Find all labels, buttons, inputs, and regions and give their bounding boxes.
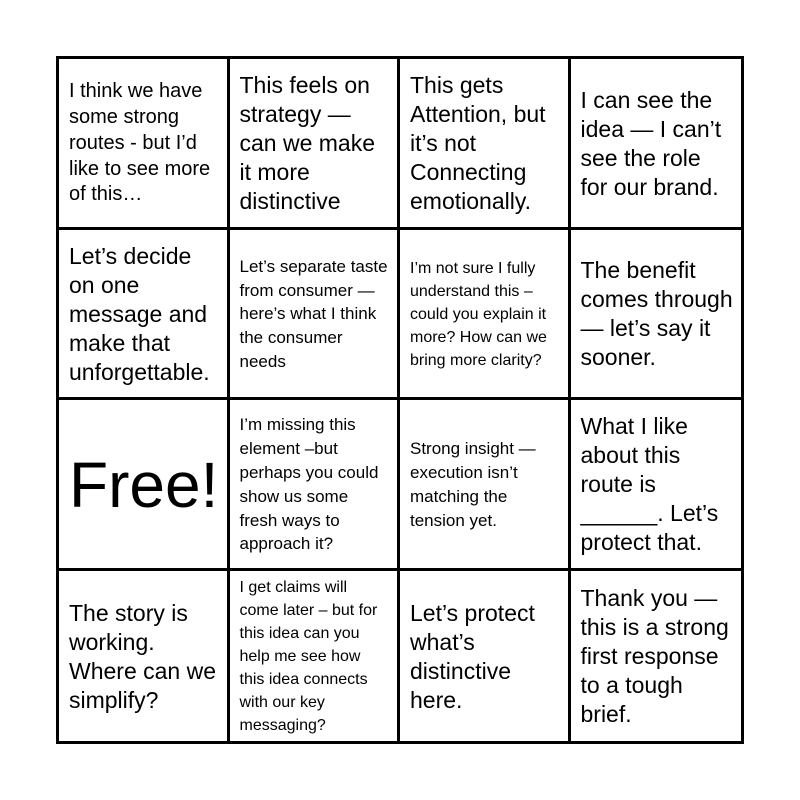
- free-cell[interactable]: [59, 400, 230, 571]
- cell-text: Let’s decide on one message and make that unforgettable.: [69, 242, 210, 385]
- bingo-cell[interactable]: [400, 571, 571, 742]
- cell-text: I think we have some strong routes - but I’d like to see more of this…: [69, 80, 211, 206]
- cell-text: This gets Attention, but it’s not Connecting emotionally.: [410, 72, 546, 215]
- bingo-cell[interactable]: [230, 59, 401, 230]
- free-label: Free!: [69, 448, 219, 521]
- bingo-cell[interactable]: [59, 230, 230, 401]
- cell-text: What I like about this route is ______. Let’s protect that.: [580, 413, 719, 556]
- bingo-board: [56, 56, 744, 744]
- bingo-cell[interactable]: [400, 230, 571, 401]
- cell-text: This feels on strategy — can we make it more distinctive: [239, 72, 376, 215]
- cell-text: Thank you — this is a strong first response to a tough brief.: [580, 585, 729, 728]
- cell-text: I’m missing this element –but perhaps you could show us some fresh ways to approach it?: [239, 415, 379, 554]
- bingo-cell[interactable]: [571, 230, 742, 401]
- bingo-cell[interactable]: [400, 59, 571, 230]
- cell-text: I’m not sure I fully understand this – could you explain it more? How can we bring more clarity?: [410, 259, 547, 369]
- bingo-cell[interactable]: [59, 571, 230, 742]
- bingo-cell[interactable]: [571, 571, 742, 742]
- bingo-cell[interactable]: [230, 571, 401, 742]
- cell-text: Let’s protect what’s distinctive here.: [410, 599, 535, 713]
- cell-text: The benefit comes through — let’s say it sooner.: [580, 257, 733, 371]
- bingo-cell[interactable]: [400, 400, 571, 571]
- cell-text: I get claims will come later – but for this idea can you help me see how this idea connects with our key messaging?: [239, 579, 378, 735]
- bingo-cell[interactable]: [230, 230, 401, 401]
- cell-text: I can see the idea — I can’t see the role for our brand.: [580, 86, 722, 200]
- bingo-cell[interactable]: [571, 400, 742, 571]
- cell-text: Let’s separate taste from consumer — here’s what I think the consumer needs: [239, 256, 388, 371]
- bingo-cell[interactable]: [571, 59, 742, 230]
- cell-text: The story is working. Where can we simplify?: [69, 599, 217, 713]
- bingo-cell[interactable]: [230, 400, 401, 571]
- cell-text: Strong insight — execution isn’t matching the tension yet.: [410, 439, 536, 530]
- bingo-cell[interactable]: [59, 59, 230, 230]
